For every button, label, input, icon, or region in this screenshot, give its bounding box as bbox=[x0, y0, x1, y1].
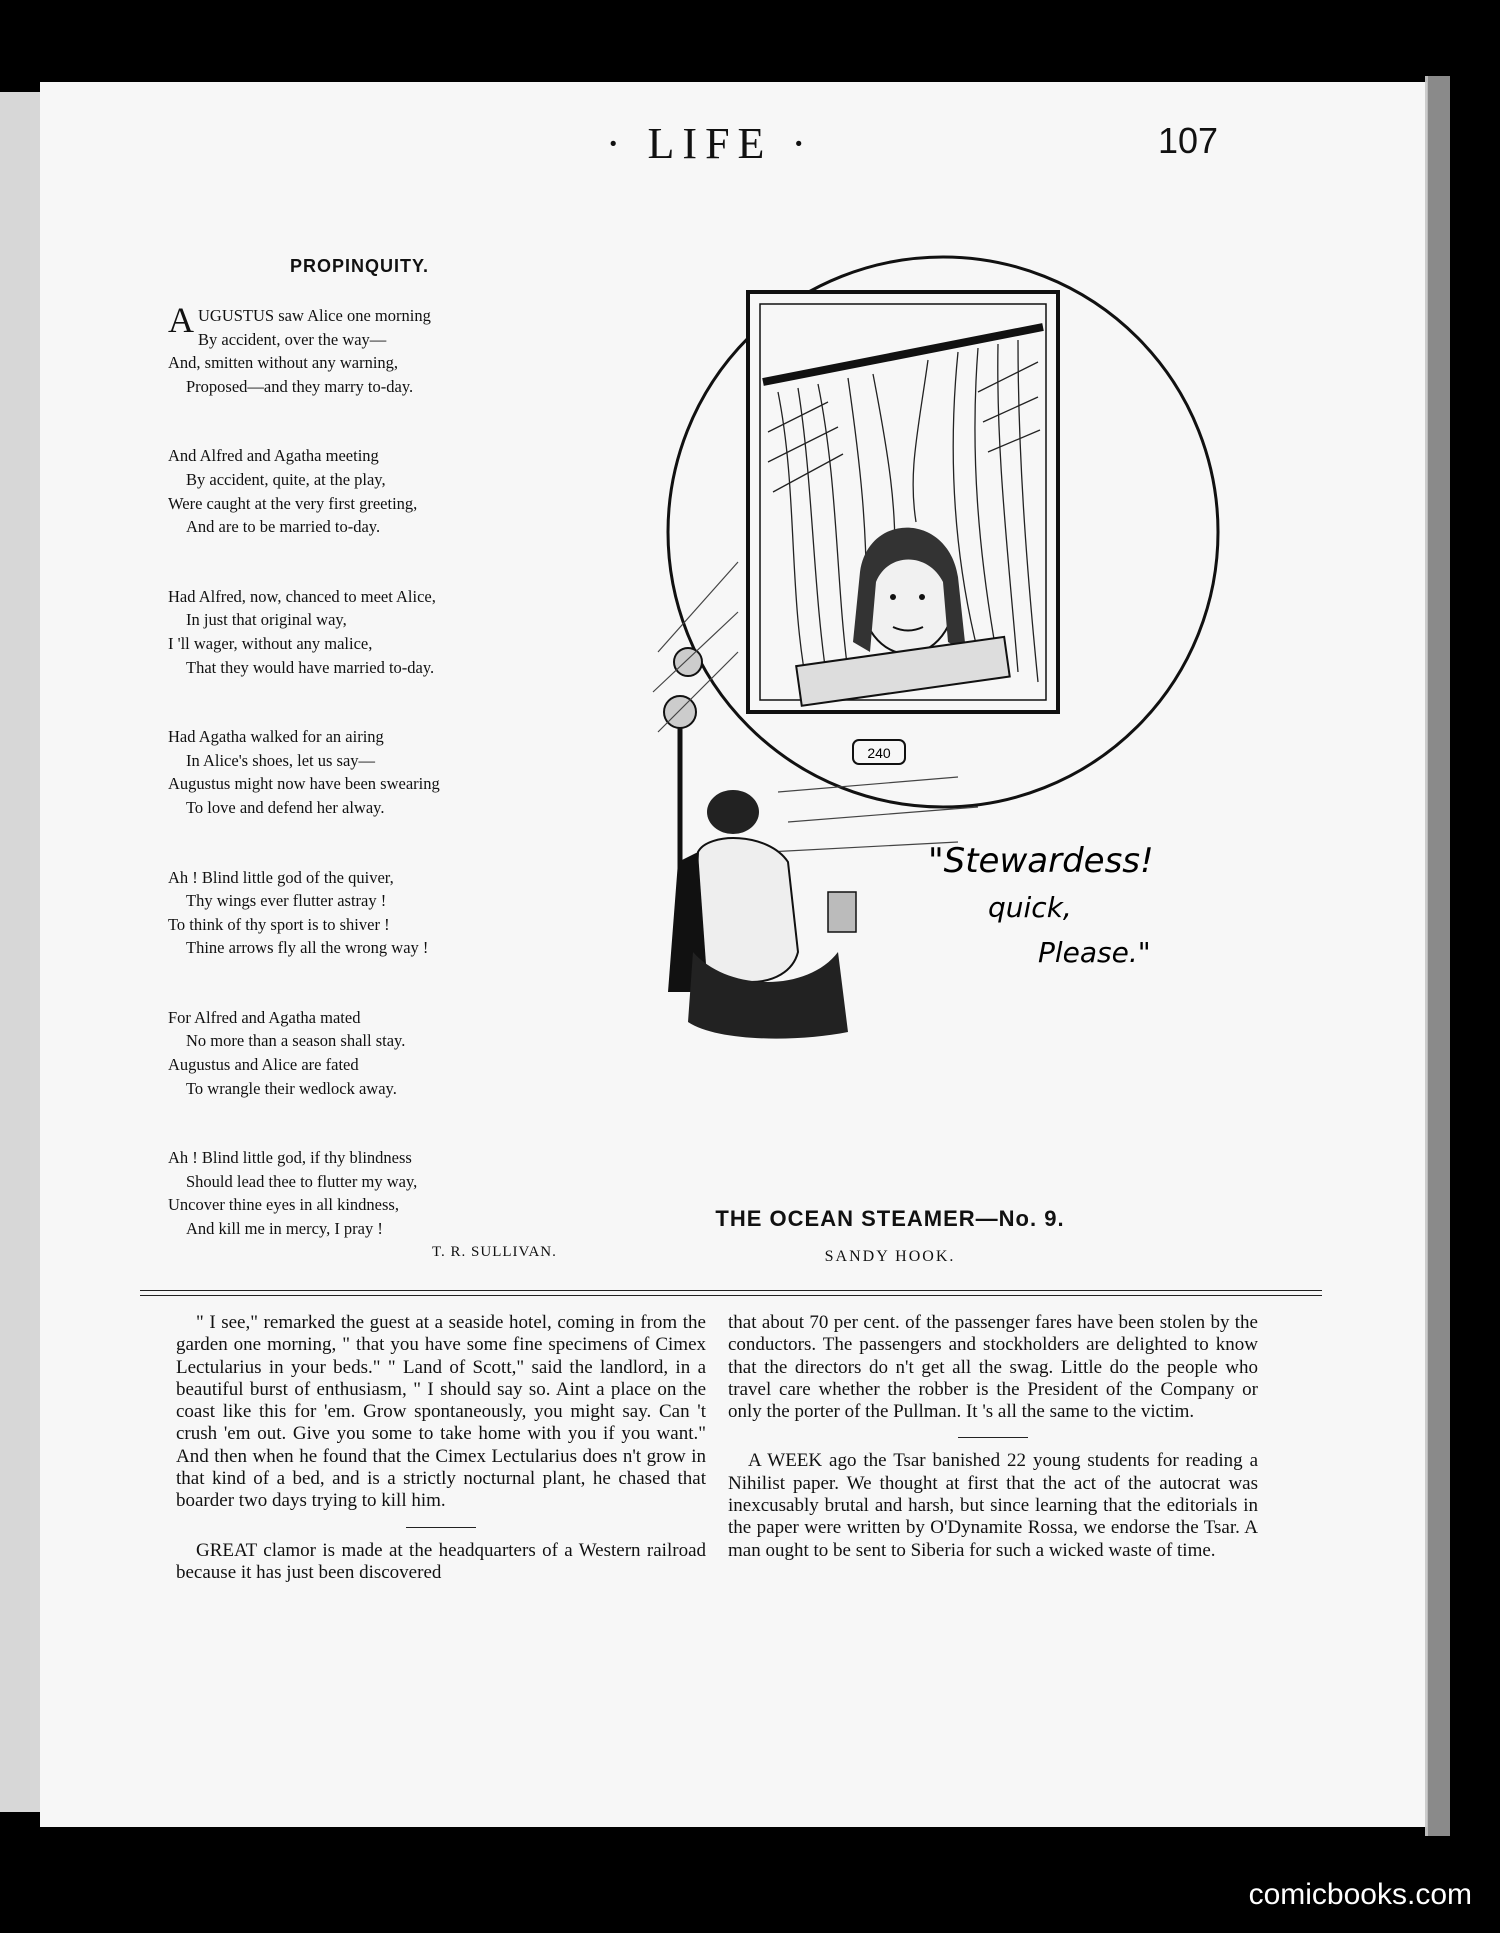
poem-line: And kill me in mercy, I pray ! bbox=[186, 1219, 383, 1239]
poem-line: Augustus might now have been swearing bbox=[168, 774, 440, 794]
poem-stanza bbox=[168, 300, 568, 398]
poem-line: Uncover thine eyes in all kindness, bbox=[168, 1195, 399, 1215]
ocean-steamer-illustration bbox=[598, 232, 1258, 1222]
page-number: 107 bbox=[1158, 120, 1219, 161]
poem-line: Thine arrows fly all the wrong way ! bbox=[186, 938, 429, 958]
paragraph: that about 70 per cent. of the passenger fares have been stolen by the conductors. The passengers and stockholders are delighted to know that the directors do n't get all the swag. Little do the people who travel care whether the robber is the President of the Company or only the porter of the Pullman. It 's all the same to the victim. bbox=[728, 1312, 1258, 1423]
poem-line: To love and defend her alway. bbox=[186, 797, 385, 817]
poem-line: Ah ! Blind little god, if thy blindness bbox=[168, 1148, 412, 1168]
poem-line: No more than a season shall stay. bbox=[186, 1031, 406, 1051]
poem-title: PROPINQUITY. bbox=[290, 256, 430, 276]
poem-stanza bbox=[168, 444, 568, 538]
poem-line: By accident, over the way— bbox=[198, 329, 387, 349]
poem-line: In Alice's shoes, let us say— bbox=[186, 750, 376, 770]
poem-line: Thy wings ever flutter astray ! bbox=[186, 891, 387, 911]
poem-line: Ah ! Blind little god of the quiver, bbox=[168, 867, 394, 887]
berth-number: 240 bbox=[867, 745, 891, 761]
poem-line: Had Agatha walked for an airing bbox=[168, 727, 384, 747]
poem-stanza bbox=[168, 725, 568, 819]
paragraph-separator bbox=[406, 1527, 476, 1528]
poem-line: For Alfred and Agatha mated bbox=[168, 1007, 361, 1027]
poem-line: And are to be married to-day. bbox=[186, 517, 381, 537]
speech-line: Please." bbox=[1038, 936, 1151, 969]
poem-stanza bbox=[168, 1006, 568, 1100]
poem-author: T. R. SULLIVAN. bbox=[432, 1244, 557, 1260]
poem-line: In just that original way, bbox=[186, 610, 347, 630]
poem-line: To wrangle their wedlock away. bbox=[186, 1078, 397, 1098]
poem-line: To think of thy sport is to shiver ! bbox=[168, 914, 390, 934]
poem-stanza bbox=[168, 585, 568, 679]
seated-figure bbox=[668, 790, 856, 1039]
poem-line: I 'll wager, without any malice, bbox=[168, 633, 373, 653]
poem-line: Proposed—and they marry to-day. bbox=[186, 376, 414, 396]
poem-line: UGUSTUS saw Alice one morning bbox=[198, 306, 431, 325]
speech-line: quick, bbox=[988, 891, 1072, 924]
paragraph-separator bbox=[958, 1437, 1028, 1438]
paragraph: A WEEK ago the Tsar banished 22 young students for reading a Nihilist paper. We thought at first that the act of the autocrat was inexcusably brutal and harsh, but since learning that the editorials in the paper were written by O'Dynamite Rossa, we endorse the Tsar. A man ought to be sent to Siberia for such a wicked waste of time. bbox=[728, 1450, 1258, 1561]
poem-line: Augustus and Alice are fated bbox=[168, 1055, 359, 1075]
section-divider bbox=[140, 1295, 1322, 1296]
paragraph: GREAT clamor is made at the headquarters of a Western railroad because it has just been discovered bbox=[176, 1539, 706, 1583]
poem-line: Should lead thee to flutter my way, bbox=[186, 1171, 418, 1191]
drop-cap: A bbox=[168, 300, 194, 340]
poem-line: By accident, quite, at the play, bbox=[186, 469, 386, 489]
poem-line: Were caught at the very first greeting, bbox=[168, 493, 418, 513]
poem-line: And Alfred and Agatha meeting bbox=[168, 446, 379, 466]
berth-number-plate bbox=[853, 740, 905, 764]
right-column bbox=[728, 1312, 1258, 1562]
poem-stanza bbox=[168, 1146, 568, 1240]
poem-line: That they would have married to-day. bbox=[186, 657, 435, 677]
illustration-caption-subtitle: SANDY HOOK. bbox=[824, 1248, 956, 1265]
poem-stanza bbox=[168, 866, 568, 960]
illustration-caption-title: THE OCEAN STEAMER—No. 9. bbox=[715, 1206, 1065, 1231]
left-page-edge bbox=[0, 92, 40, 1812]
magazine-page bbox=[40, 82, 1427, 1827]
poem-body bbox=[168, 300, 568, 1287]
poem-line: And, smitten without any warning, bbox=[168, 353, 399, 373]
left-column bbox=[176, 1312, 706, 1584]
site-watermark: comicbooks.com bbox=[1248, 1878, 1472, 1911]
section-divider bbox=[140, 1290, 1322, 1291]
page-stack-edge bbox=[1425, 76, 1450, 1836]
paragraph: " I see," remarked the guest at a seaside hotel, coming in from the garden one morning, " that you have some fine specimens of Cimex Lectularius in your beds." " Land of Scott," said the landlord, in a beautiful burst of enthusiasm, " I should say so. Aint a place on the coast like this for 'em. Grow spontaneously, you might say. Can 't crush 'em out. Give you some to take home with you if you want." And then when he found that the Cimex Lectularius does n't grow in that kind of a bed, and is a strictly nocturnal plant, he chased that boarder two days trying to kill him. bbox=[176, 1312, 706, 1512]
speech-line: "Stewardess! bbox=[928, 841, 1154, 881]
poem-line: Had Alfred, now, chanced to meet Alice, bbox=[168, 586, 436, 606]
magazine-title: · LIFE · bbox=[605, 119, 815, 168]
